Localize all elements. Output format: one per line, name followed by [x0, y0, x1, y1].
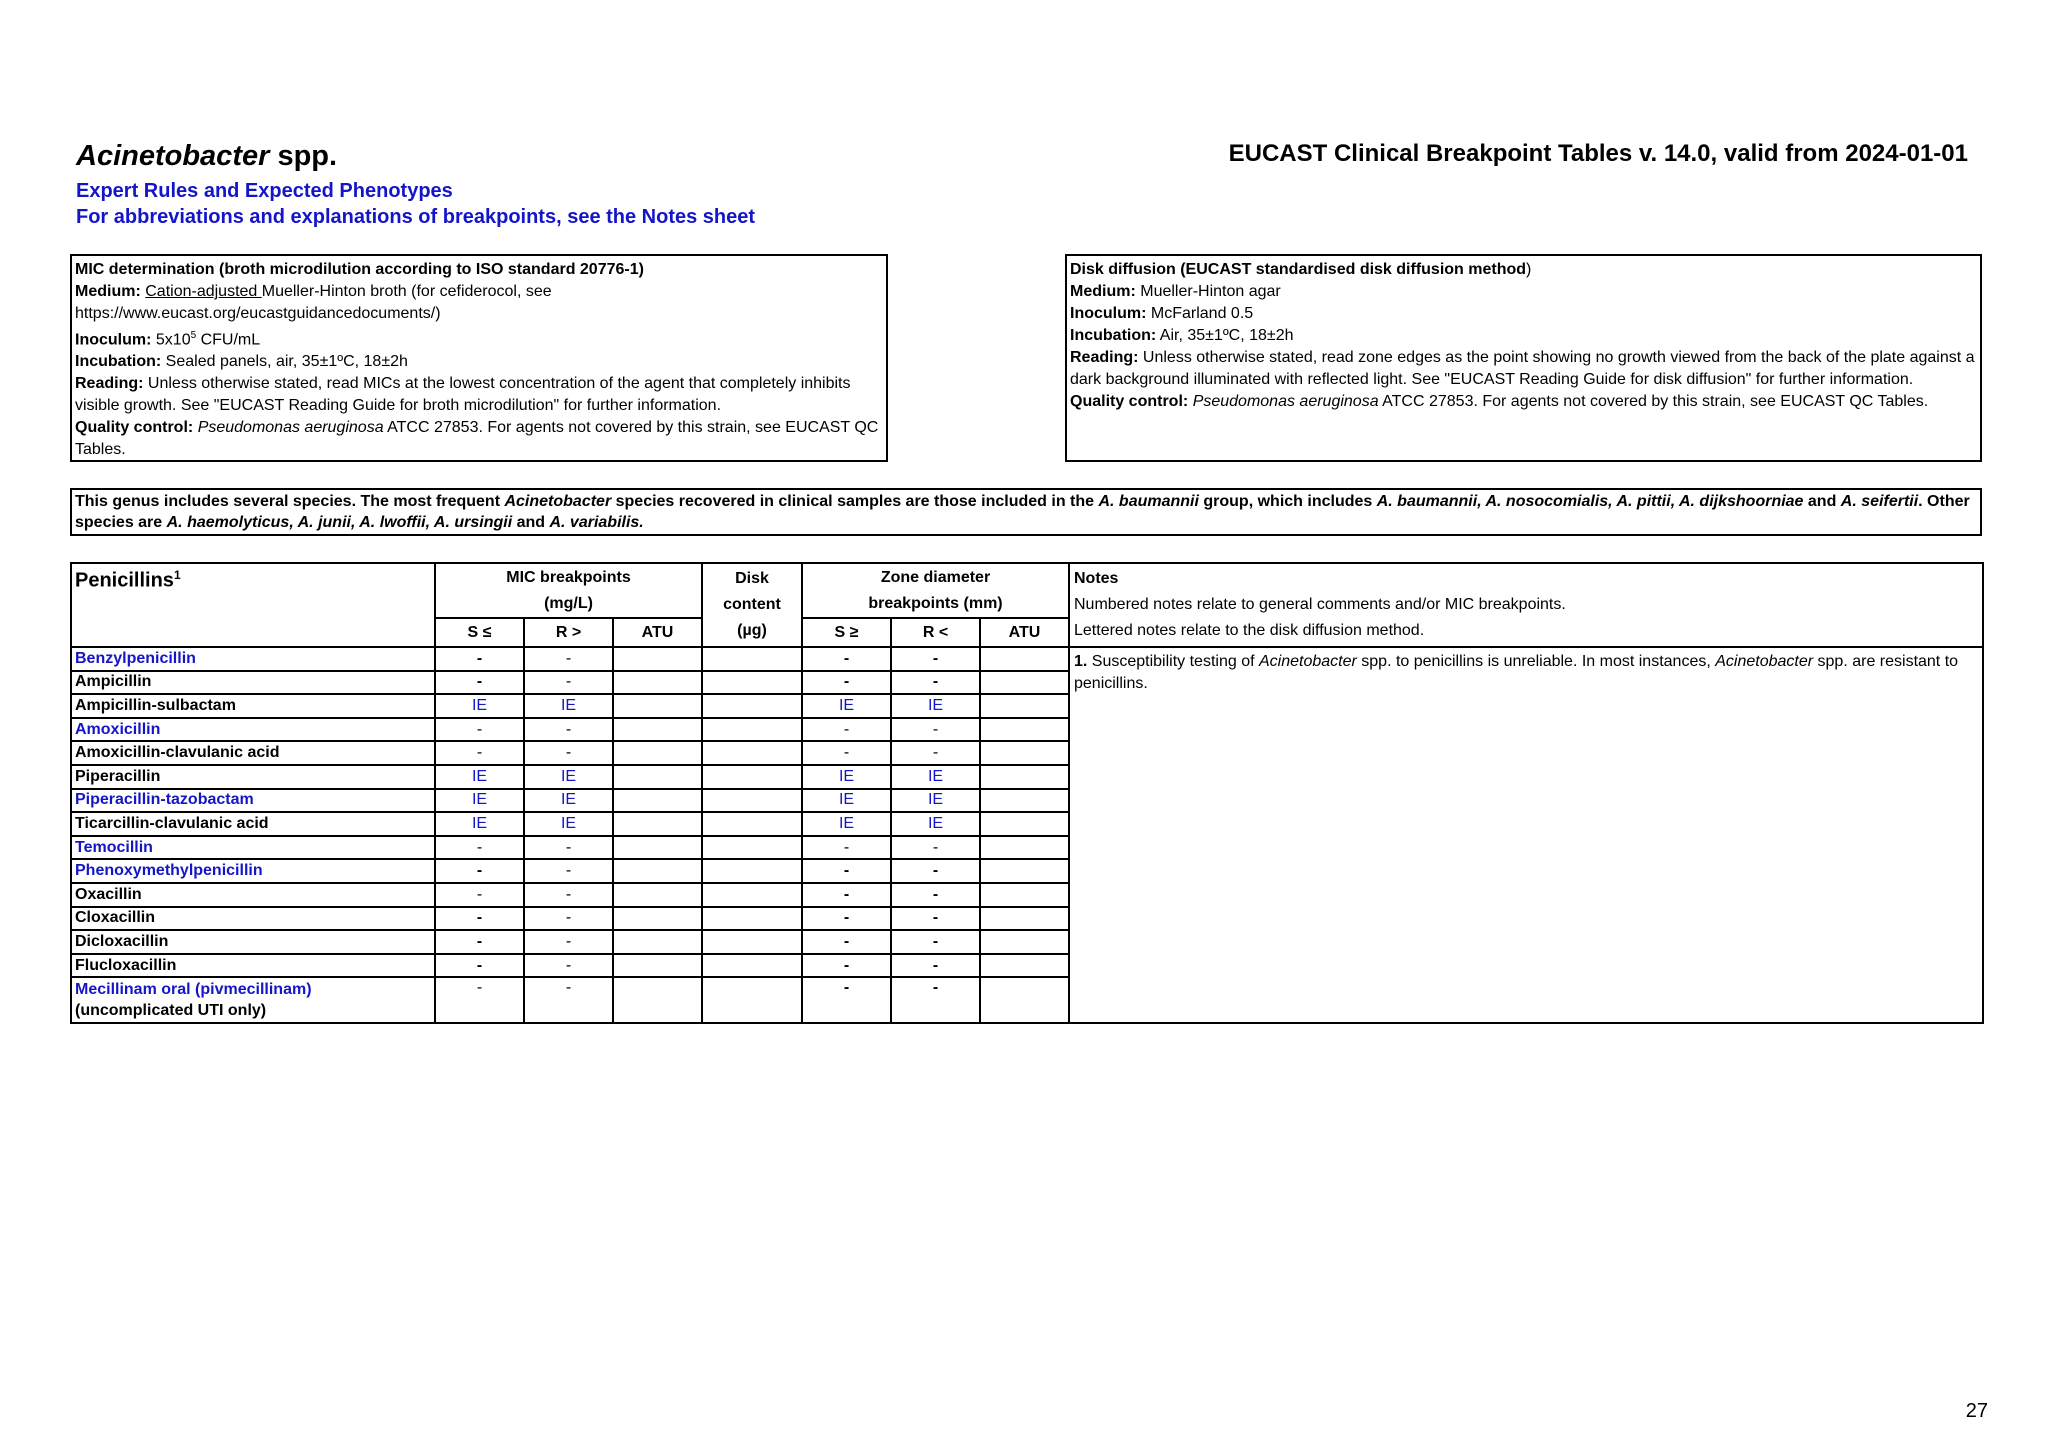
- zone-r-value: -: [891, 930, 980, 954]
- agent-link[interactable]: Amoxicillin: [71, 718, 435, 742]
- disk-content-value: [702, 694, 802, 718]
- zone-r-value: -: [891, 741, 980, 765]
- mic-atu-value: [613, 671, 702, 695]
- zone-atu-value: [980, 883, 1069, 907]
- mic-s-value: IE: [435, 694, 524, 718]
- agent-name: Amoxicillin-clavulanic acid: [71, 741, 435, 765]
- zone-r-value: IE: [891, 789, 980, 813]
- zone-atu-value: [980, 812, 1069, 836]
- col-mic-r: R >: [524, 618, 613, 647]
- table-row: [71, 647, 1983, 671]
- version-label: EUCAST Clinical Breakpoint Tables v. 14.0, valid from 2024-01-01: [1228, 140, 1968, 167]
- page-number: 27: [1965, 1400, 1988, 1422]
- mic-r-value: IE: [524, 765, 613, 789]
- mic-s-value: IE: [435, 765, 524, 789]
- zone-atu-value: [980, 859, 1069, 883]
- disk-content-value: [702, 930, 802, 954]
- mic-atu-value: [613, 930, 702, 954]
- zone-s-value: -: [802, 836, 891, 860]
- zone-atu-value: [980, 930, 1069, 954]
- agent-name: Mecillinam oral (pivmecillinam) (uncomplicated UTI only): [71, 977, 435, 1023]
- agent-name: Oxacillin: [71, 883, 435, 907]
- disk-content-value: [702, 741, 802, 765]
- disk-content-value: [702, 907, 802, 931]
- disk-content-value: [702, 789, 802, 813]
- mic-r-value: -: [524, 907, 613, 931]
- zone-atu-value: [980, 671, 1069, 695]
- zone-s-value: IE: [802, 765, 891, 789]
- agent-name: Dicloxacillin: [71, 930, 435, 954]
- agent-name: Cloxacillin: [71, 907, 435, 931]
- disk-method-box: Disk diffusion (EUCAST standardised disk diffusion method) Medium: Mueller-Hinton agar Inoculum: McFarland 0.5 Incubation: Air, 35±1ºC, 18±2h Reading: Unless otherwise stated, read zone edges as the point showing no growth viewed from the back of the plate against a dark background illuminated with reflected light. See "EUCAST Reading Guide for disk diffusion" for further information. Quality control: Pseudomonas aeruginosa ATCC 27853. For agents not covered by this strain, see EUCAST QC Tables.: [1065, 254, 1982, 462]
- zone-r-value: IE: [891, 694, 980, 718]
- mic-atu-value: [613, 836, 702, 860]
- zone-r-value: -: [891, 954, 980, 978]
- mic-method-box: MIC determination (broth microdilution according to ISO standard 20776-1) Medium: Cation-adjusted Mueller-Hinton broth (for cefiderocol, see https://www.eucast.org/eucastguidancedocuments/) Inoculum: $5x10^5$ CFU/mL Incubation: Sealed panels, air, 35±1ºC, 18±2h Reading: Unless otherwise stated, read MICs at the lowest concentration of the agent that completely inhibits visible growth. See "EUCAST Reading Guide for broth microdilution" for further information. Quality control: Pseudomonas aeruginosa ATCC 27853. For agents not covered by this strain, see EUCAST QC Tables.: [70, 254, 888, 462]
- notes-body: 1. Susceptibility testing of Acinetobacter spp. to penicillins is unreliable. In most instances, Acinetobacter spp. are resistant to penicillins.: [1069, 647, 1983, 1023]
- genus-note: This genus includes several species. The most frequent Acinetobacter species recovered in clinical samples are those included in the A. baumannii group, which includes A. baumannii, A. nosocomialis, A. pittii, A. dijkshoorniae and A. seifertii. Other species are A. haemolyticus, A. junii, A. lwoffii, A. ursingii and A. variabilis.: [70, 488, 1982, 536]
- zone-atu-value: [980, 718, 1069, 742]
- disk-content-header: Disk content (µg): [702, 563, 802, 647]
- mic-s-value: IE: [435, 812, 524, 836]
- disk-content-value: [702, 859, 802, 883]
- mic-r-value: -: [524, 859, 613, 883]
- mic-atu-value: [613, 812, 702, 836]
- mic-atu-value: [613, 741, 702, 765]
- disk-content-value: [702, 883, 802, 907]
- agent-link[interactable]: Mecillinam oral (pivmecillinam): [75, 981, 312, 999]
- zone-atu-value: [980, 907, 1069, 931]
- zone-r-value: -: [891, 671, 980, 695]
- breakpoint-table: [70, 562, 1984, 1024]
- expert-rules-link[interactable]: Expert Rules and Expected Phenotypes: [76, 180, 453, 202]
- zone-s-value: -: [802, 883, 891, 907]
- mic-s-value: -: [435, 977, 524, 1023]
- mic-atu-value: [613, 954, 702, 978]
- zone-atu-value: [980, 647, 1069, 671]
- agent-name: Ampicillin-sulbactam: [71, 694, 435, 718]
- group-header: Penicillins$^1$: [71, 563, 435, 647]
- zone-r-value: IE: [891, 765, 980, 789]
- mic-atu-value: [613, 647, 702, 671]
- agent-link[interactable]: Temocillin: [71, 836, 435, 860]
- mic-r-value: -: [524, 836, 613, 860]
- zone-r-value: -: [891, 859, 980, 883]
- zone-r-value: -: [891, 647, 980, 671]
- agent-link[interactable]: Piperacillin-tazobactam: [71, 789, 435, 813]
- zone-s-value: IE: [802, 812, 891, 836]
- zone-atu-value: [980, 954, 1069, 978]
- notes-header: Notes Numbered notes relate to general comments and/or MIC breakpoints. Lettered notes relate to the disk diffusion method.: [1069, 563, 1983, 647]
- disk-content-value: [702, 812, 802, 836]
- page-title: Acinetobacter spp.: [76, 140, 338, 172]
- mic-atu-value: [613, 883, 702, 907]
- mic-s-value: -: [435, 954, 524, 978]
- zone-r-value: IE: [891, 812, 980, 836]
- mic-breakpoints-header: MIC breakpoints (mg/L): [435, 563, 702, 618]
- mic-r-value: -: [524, 930, 613, 954]
- mic-r-value: -: [524, 954, 613, 978]
- zone-s-value: -: [802, 954, 891, 978]
- zone-atu-value: [980, 836, 1069, 860]
- notes-sheet-link[interactable]: For abbreviations and explanations of breakpoints, see the Notes sheet: [76, 206, 756, 228]
- col-mic-s: S ≤: [435, 618, 524, 647]
- mic-r-value: -: [524, 741, 613, 765]
- zone-s-value: -: [802, 930, 891, 954]
- mic-atu-value: [613, 907, 702, 931]
- mic-r-value: IE: [524, 789, 613, 813]
- zone-atu-value: [980, 789, 1069, 813]
- mic-r-value: -: [524, 718, 613, 742]
- zone-s-value: -: [802, 718, 891, 742]
- zone-s-value: -: [802, 741, 891, 765]
- zone-atu-value: [980, 977, 1069, 1023]
- zone-atu-value: [980, 694, 1069, 718]
- mic-r-value: -: [524, 977, 613, 1023]
- agent-name: Piperacillin: [71, 765, 435, 789]
- disk-content-value: [702, 765, 802, 789]
- zone-s-value: -: [802, 977, 891, 1023]
- mic-s-value: IE: [435, 789, 524, 813]
- mic-s-value: -: [435, 883, 524, 907]
- zone-s-value: -: [802, 647, 891, 671]
- zone-s-value: -: [802, 671, 891, 695]
- mic-r-value: -: [524, 671, 613, 695]
- mic-s-value: -: [435, 859, 524, 883]
- mic-r-value: IE: [524, 812, 613, 836]
- mic-s-value: -: [435, 718, 524, 742]
- zone-s-value: IE: [802, 694, 891, 718]
- zone-s-value: IE: [802, 789, 891, 813]
- zone-r-value: -: [891, 907, 980, 931]
- mic-r-value: -: [524, 883, 613, 907]
- mic-atu-value: [613, 765, 702, 789]
- zone-r-value: -: [891, 836, 980, 860]
- col-zone-s: S ≥: [802, 618, 891, 647]
- zone-s-value: -: [802, 907, 891, 931]
- zone-r-value: -: [891, 718, 980, 742]
- agent-name: Ticarcillin-clavulanic acid: [71, 812, 435, 836]
- mic-s-value: -: [435, 741, 524, 765]
- zone-r-value: -: [891, 977, 980, 1023]
- mic-r-value: IE: [524, 694, 613, 718]
- disk-content-value: [702, 718, 802, 742]
- agent-link[interactable]: Phenoxymethylpenicillin: [71, 859, 435, 883]
- disk-content-value: [702, 671, 802, 695]
- mic-atu-value: [613, 694, 702, 718]
- agent-link[interactable]: Benzylpenicillin: [71, 647, 435, 671]
- mic-s-value: -: [435, 907, 524, 931]
- zone-s-value: -: [802, 859, 891, 883]
- disk-content-value: [702, 954, 802, 978]
- col-zone-r: R <: [891, 618, 980, 647]
- disk-content-value: [702, 977, 802, 1023]
- disk-content-value: [702, 836, 802, 860]
- mic-s-value: -: [435, 647, 524, 671]
- col-mic-atu: ATU: [613, 618, 702, 647]
- zone-atu-value: [980, 741, 1069, 765]
- mic-atu-value: [613, 718, 702, 742]
- zone-r-value: -: [891, 883, 980, 907]
- mic-s-value: -: [435, 836, 524, 860]
- mic-atu-value: [613, 859, 702, 883]
- agent-name: Ampicillin: [71, 671, 435, 695]
- zone-diameter-header: Zone diameter breakpoints (mm): [802, 563, 1069, 618]
- mic-atu-value: [613, 977, 702, 1023]
- zone-atu-value: [980, 765, 1069, 789]
- disk-content-value: [702, 647, 802, 671]
- mic-s-value: -: [435, 930, 524, 954]
- col-zone-atu: ATU: [980, 618, 1069, 647]
- mic-r-value: -: [524, 647, 613, 671]
- mic-atu-value: [613, 789, 702, 813]
- agent-name: Flucloxacillin: [71, 954, 435, 978]
- mic-s-value: -: [435, 671, 524, 695]
